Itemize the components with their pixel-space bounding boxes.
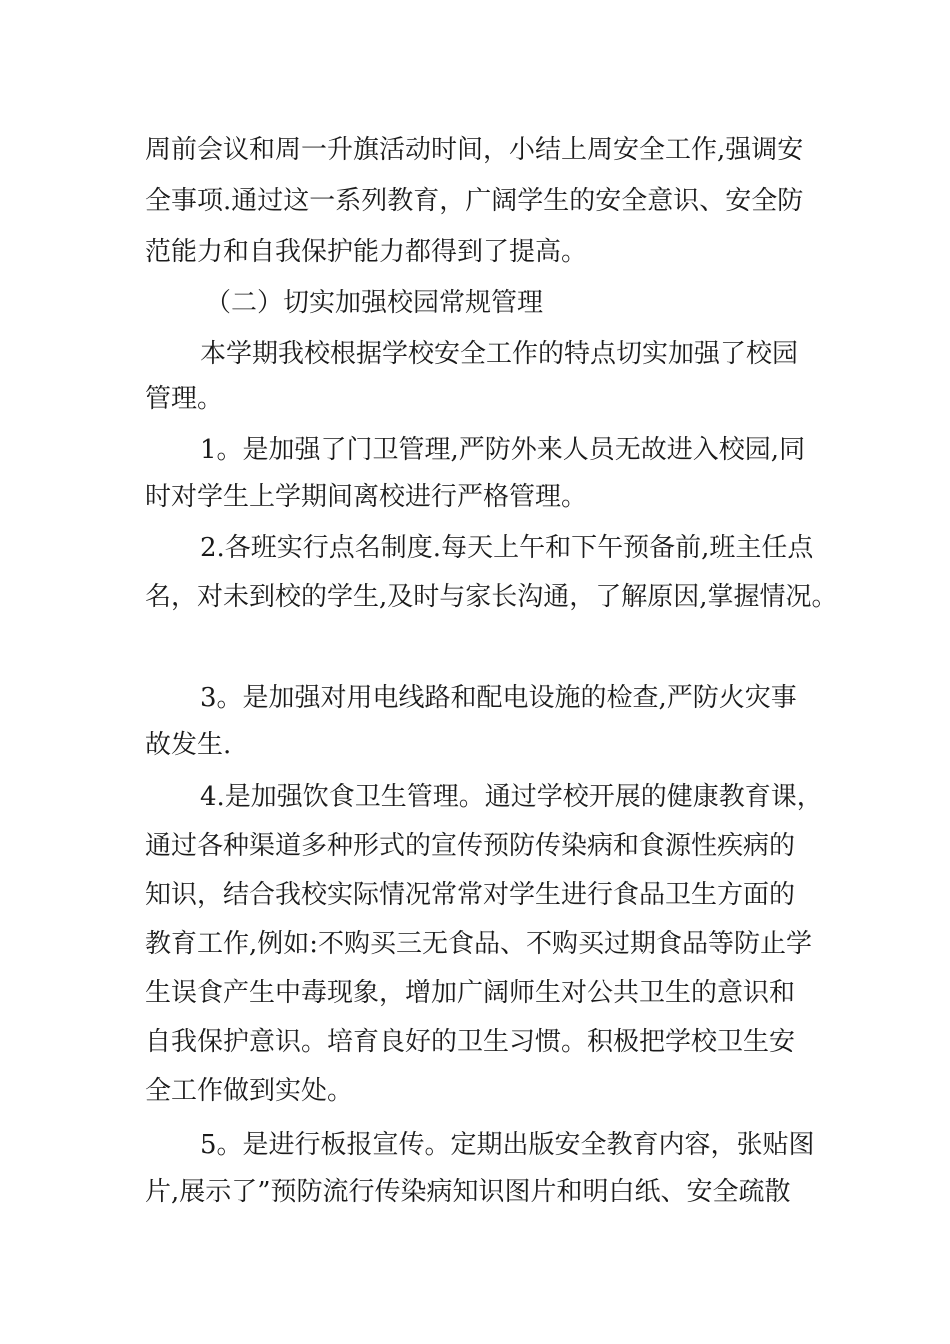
- paragraph-line: 故发生.: [145, 730, 232, 760]
- list-item-line: 2.各班实行点名制度.每天上午和下午预备前,班主任点: [200, 533, 814, 563]
- paragraph-line: 自我保护意识。培育良好的卫生习惯。积极把学校卫生安: [145, 1027, 796, 1057]
- paragraph-line: 生误食产生中毒现象，增加广阔师生对公共卫生的意识和: [145, 978, 796, 1008]
- paragraph-line: 本学期我校根据学校安全工作的特点切实加强了校园: [200, 339, 799, 369]
- paragraph-line: 片,展示了”预防流行传染病知识图片和明白纸、安全疏散: [145, 1177, 791, 1207]
- paragraph-line: 时对学生上学期间离校进行严格管理。: [145, 482, 588, 512]
- list-item-line: 3。是加强对用电线路和配电设施的检查,严防火灾事: [200, 683, 797, 713]
- list-item-line: 1。是加强了门卫管理,严防外来人员无故进入校园,同: [200, 435, 806, 465]
- list-item-line: 4.是加强饮食卫生管理。通过学校开展的健康教育课，: [200, 782, 823, 812]
- paragraph-line: 知识，结合我校实际情况常常对学生进行食品卫生方面的: [145, 880, 796, 910]
- paragraph-line: 通过各种渠道多种形式的宣传预防传染病和食源性疾病的: [145, 831, 796, 861]
- paragraph-line: 全事项.通过这一系列教育，广阔学生的安全意识、安全防: [145, 186, 804, 216]
- paragraph-line: 名，对未到校的学生,及时与家长沟通，了解原因,掌握情况。: [145, 582, 838, 612]
- list-item-line: 5。是进行板报宣传。定期出版安全教育内容，张贴图: [200, 1130, 815, 1160]
- paragraph-line: 教育工作,例如:不购买三无食品、不购买过期食品等防止学: [145, 929, 813, 959]
- paragraph-line: 范能力和自我保护能力都得到了提高。: [145, 237, 588, 267]
- section-heading: （二）切实加强校园常规管理: [205, 288, 544, 318]
- paragraph-line: 周前会议和周一升旗活动时间，小结上周安全工作,强调安: [145, 135, 804, 165]
- paragraph-line: 全工作做到实处。: [145, 1076, 354, 1106]
- paragraph-line: 管理。: [145, 384, 224, 414]
